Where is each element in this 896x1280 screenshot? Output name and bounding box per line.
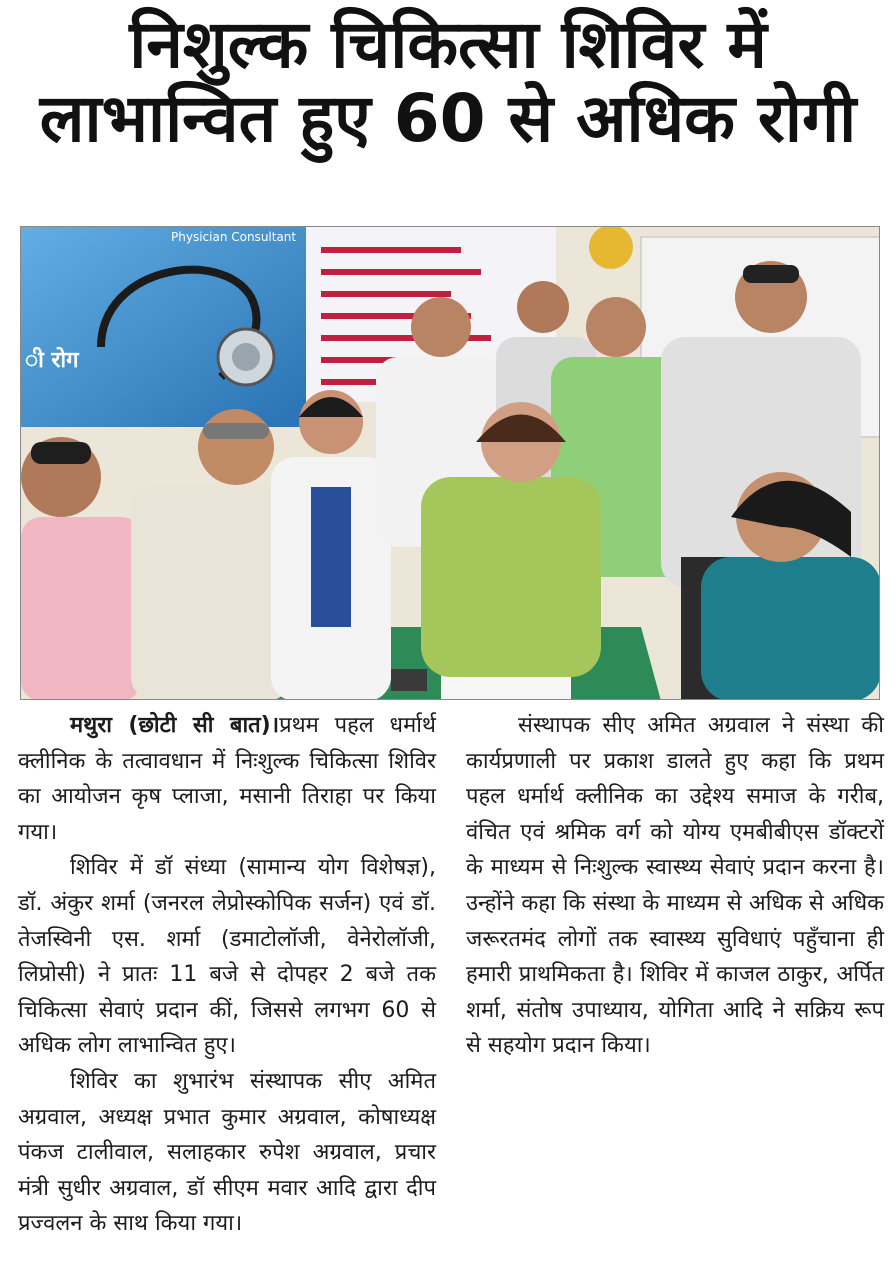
news-photo [20, 226, 880, 700]
news-photo-illustration [21, 227, 880, 700]
paragraph-4: संस्थापक सीए अमित अग्रवाल ने संस्था की कार्यप्रणाली पर प्रकाश डालते हुए कहा कि प्रथम पहल धर्मार्थ क्लीनिक का उद्देश्य समाज के गरीब, वंचित एवं श्रमिक वर्ग को योग्य एमबीबीएस डॉक्टरों के माध्यम से निःशुल्क स्वास्थ्य सेवाएं प्रदान करना है। उन्होंने कहा कि संस्था के माध्यम से अधिक से अधिक जरूरतमंद लोगों तक स्वास्थ्य सुविधाएं पहुँचाना ही हमारी प्राथमिकता है। शिविर में काजल ठाकुर, अर्पित शर्मा, संतोष उपाध्याय, योगिता आदि ने सक्रिय रूप से सहयोग प्रदान किया। [466, 713, 884, 1059]
headline-line-1: निशुल्क चिकित्सा शिविर में [129, 6, 767, 83]
banner-text-left: ी रोग [25, 348, 79, 373]
headline-line-2: लाभान्वित हुए 60 से अधिक रोगी [39, 79, 857, 157]
article-body [18, 708, 884, 1274]
headline [0, 8, 896, 156]
banner-text-top: Physician Consultant [171, 230, 297, 244]
paragraph-2: शिविर में डॉ संध्या (सामान्य योग विशेषज्ञ), डॉ. अंकुर शर्मा (जनरल लेप्रोस्कोपिक सर्जन) एवं डॉ. तेजस्विनी एस. शर्मा (डमाटोलॉजी, वेनेरोलॉजी, लिप्रोसी) ने प्रातः 11 बजे से दोपहर 2 बजे तक चिकित्सा सेवाएं प्रदान कीं, जिससे लगभग 60 से अधिक लोग लाभान्वित हुए। [18, 855, 436, 1059]
paragraph-1 [18, 708, 436, 850]
dateline: मथुरा (छोटी सी बात)। [70, 713, 280, 738]
paragraph-1-text: प्रथम पहल धर्मार्थ क्लीनिक के तत्वावधान में निःशुल्क चिकित्सा शिविर का आयोजन कृष प्लाजा, मसानी तिराहा पर किया गया। [18, 713, 436, 845]
paragraph-3: शिविर का शुभारंभ संस्थापक सीए अमित अग्रवाल, अध्यक्ष प्रभात कुमार अग्रवाल, कोषाध्यक्ष पंकज टालीवाल, सलाहकार रुपेश अग्रवाल, प्रचार मंत्री सुधीर अग्रवाल, डॉ सीएम मवार आदि द्वारा दीप प्रज्वलन के साथ किया गया। [18, 1068, 436, 1237]
article-column-right [466, 708, 884, 1064]
article-column-left [18, 708, 436, 1242]
